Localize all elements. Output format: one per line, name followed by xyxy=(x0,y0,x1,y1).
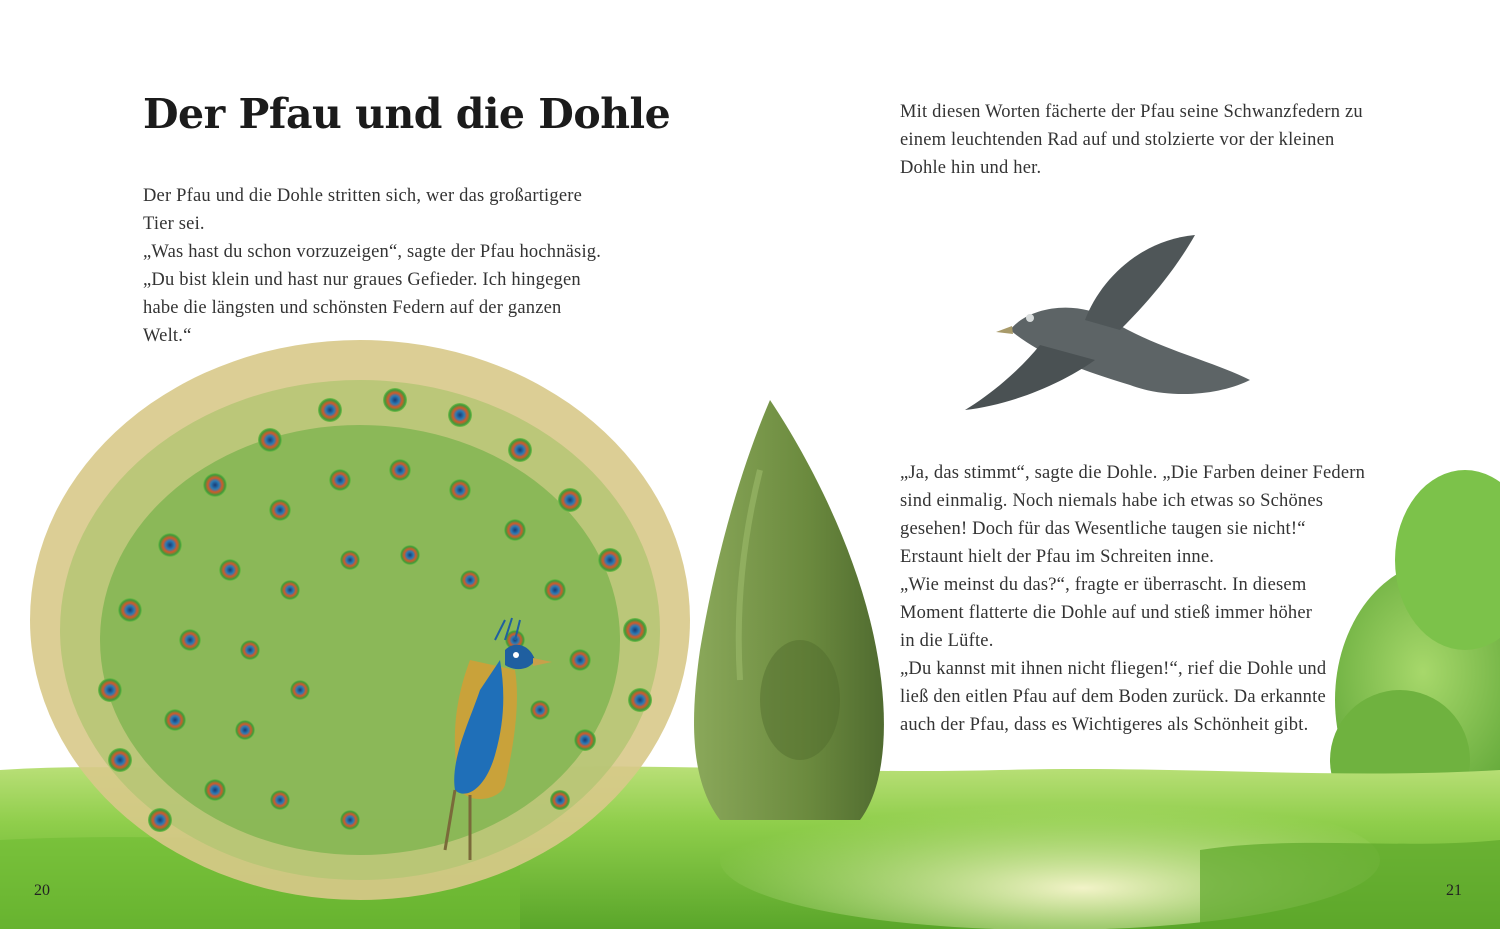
right-paragraph-top xyxy=(900,98,1363,182)
text-line: in die Lüfte. xyxy=(900,631,994,651)
text-line: gesehen! Doch für das Wesentliche taugen sie nicht!“ xyxy=(900,519,1306,539)
text-line: habe die längsten und schönsten Federn auf der ganzen xyxy=(143,298,562,318)
text-line: Dohle hin und her. xyxy=(900,158,1042,178)
text-line: „Du kannst mit ihnen nicht fliegen!“, rief die Dohle und xyxy=(900,659,1327,679)
text-line: „Ja, das stimmt“, sagte die Dohle. „Die Farben deiner Federn xyxy=(900,463,1366,483)
text-line: auch der Pfau, dass es Wichtigeres als Schönheit gibt. xyxy=(900,715,1309,735)
text-line: Moment flatterte die Dohle auf und stieß immer höher xyxy=(900,603,1313,623)
right-paragraph-bottom xyxy=(900,459,1365,739)
page-number-left: 20 xyxy=(34,882,50,899)
cypress-tree xyxy=(694,400,884,820)
text-line: Der Pfau und die Dohle stritten sich, wer das großartigere xyxy=(143,186,583,206)
text-line: einem leuchtenden Rad auf und stolzierte vor der kleinen xyxy=(900,130,1335,150)
page-number-right: 21 xyxy=(1446,882,1462,899)
text-line: ließ den eitlen Pfau auf dem Boden zurück. Da erkannte xyxy=(900,687,1326,707)
text-line: „Was hast du schon vorzuzeigen“, sagte der Pfau hochnäsig. xyxy=(143,242,602,262)
text-line: Erstaunt hielt der Pfau im Schreiten inne. xyxy=(900,547,1215,567)
jackdaw xyxy=(965,235,1250,410)
text-line: „Du bist klein und hast nur graues Gefieder. Ich hingegen xyxy=(143,270,581,290)
text-line: „Wie meinst du das?“, fragte er überrascht. In diesem xyxy=(900,575,1307,595)
text-line: Welt.“ xyxy=(143,326,192,346)
peacock xyxy=(30,340,690,900)
story-title: Der Pfau und die Dohle xyxy=(143,90,671,138)
text-line: Mit diesen Worten fächerte der Pfau seine Schwanzfedern zu xyxy=(900,102,1363,122)
left-paragraph xyxy=(143,182,601,350)
text-line: sind einmalig. Noch niemals habe ich etwas so Schönes xyxy=(900,491,1324,511)
text-line: Tier sei. xyxy=(143,214,205,234)
